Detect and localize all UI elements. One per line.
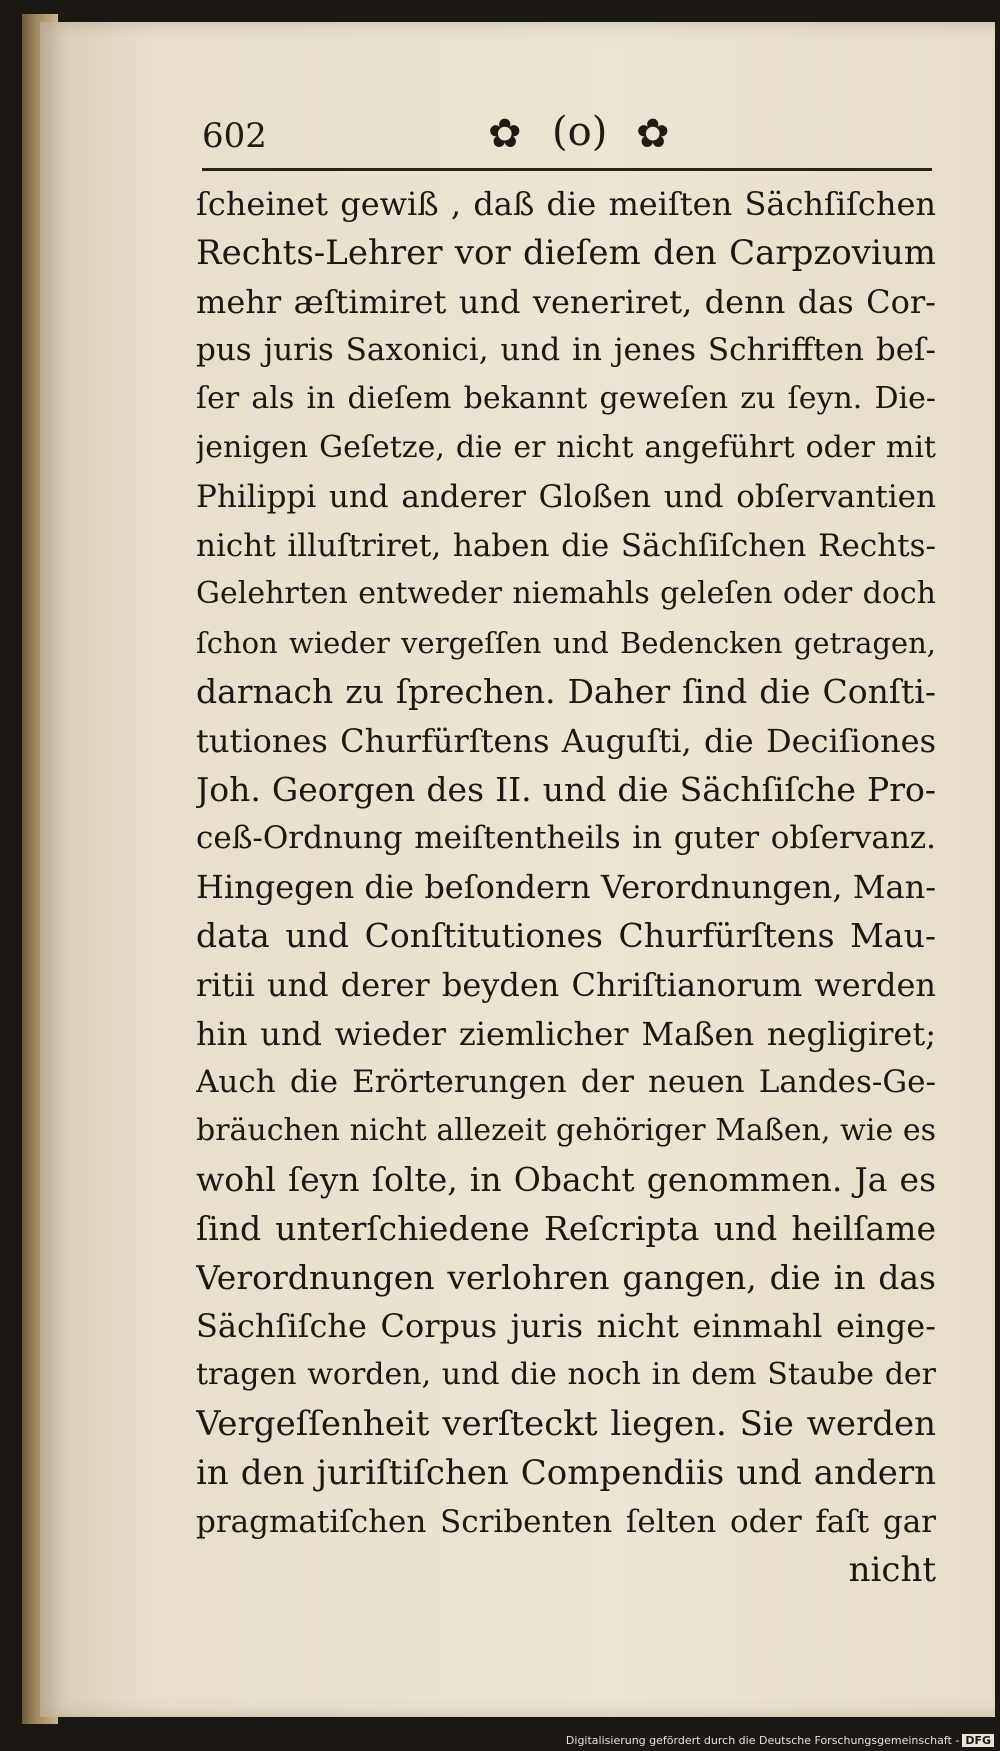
catchword: nicht xyxy=(848,1550,936,1591)
page-number: 602 xyxy=(202,116,267,156)
text-line: Joh. Georgen des II. und die Sächſiſche Pro- xyxy=(196,769,936,809)
text-line: wohl ſeyn ſolte, in Obacht genommen. Ja es xyxy=(196,1159,936,1199)
text-line: nicht illuſtriret, haben die Sächſiſchen Rechts- xyxy=(196,527,936,564)
text-line: bräuchen nicht allezeit gehöriger Maßen, wie es xyxy=(196,1113,936,1149)
text-line: ſind unterſchiedene Reſcripta und heilſame xyxy=(196,1208,936,1248)
text-line: ſer als in dieſem bekannt geweſen zu ſeyn. Die- xyxy=(196,381,936,417)
digitization-credit xyxy=(566,1734,994,1747)
text-line: Rechts-Lehrer vor dieſem den Carpzovium xyxy=(196,232,936,273)
text-line: Auch die Erörterungen der neuen Landes-Ge- xyxy=(196,1064,936,1101)
dfg-logo: DFG xyxy=(962,1734,994,1747)
text-line: Philippi und anderer Gloßen und obſervantien xyxy=(196,478,936,515)
page-header xyxy=(202,110,932,172)
flower-ornament-icon: ✿ xyxy=(636,111,670,157)
text-line: jenigen Geſetze, die er nicht angeführt oder mit xyxy=(196,429,936,465)
text-line: ſcheinet gewiß , daß die meiſten Sächſiſchen xyxy=(196,185,936,223)
text-line: Hingegen die beſondern Verordnungen, Man- xyxy=(196,868,936,907)
text-line: in den juriſtiſchen Compendiis und andern xyxy=(196,1452,936,1493)
header-center-mark: (o) xyxy=(552,109,608,155)
text-line: mehr æſtimiret und veneriret, denn das Cor- xyxy=(196,282,936,321)
text-line: data und Conſtitutiones Churfürſtens Mau- xyxy=(196,915,936,955)
header-rule xyxy=(202,168,932,171)
text-line: tragen worden, und die noch in dem Staube der xyxy=(196,1357,936,1393)
body-text xyxy=(196,180,936,1595)
text-line: pragmatiſchen Scribenten ſelten oder faſt gar xyxy=(196,1503,936,1540)
flower-ornament-icon: ✿ xyxy=(488,111,522,157)
text-line: Sächſiſche Corpus juris nicht einmahl einge- xyxy=(196,1307,936,1346)
text-line: Vergeſſenheit verſteckt liegen. Sie werden xyxy=(196,1403,936,1444)
text-line: ritii und derer beyden Chriſtianorum werden xyxy=(196,965,936,1004)
text-line: ceß-Ordnung meiſtentheils in guter obſervanz. xyxy=(196,820,936,857)
text-line: Verordnungen verlohren gangen, die in das xyxy=(196,1257,936,1297)
text-line: hin und wieder ziemlicher Maßen negligiret; xyxy=(196,1014,936,1053)
credit-text: Digitalisierung gefördert durch die Deutsche Forschungsgemeinschaft - xyxy=(565,1734,960,1747)
text-line: ſchon wieder vergeſſen und Bedencken getragen, xyxy=(196,626,936,661)
text-line: pus juris Saxonici, und in jenes Schrifften beſ- xyxy=(196,332,936,369)
text-line: Gelehrten entweder niemahls geleſen oder doch xyxy=(196,576,936,612)
text-line: darnach zu ſprechen. Daher ſind die Conſti- xyxy=(196,671,936,711)
text-line: tutiones Churfürſtens Auguſti, die Deciſiones xyxy=(196,721,936,760)
